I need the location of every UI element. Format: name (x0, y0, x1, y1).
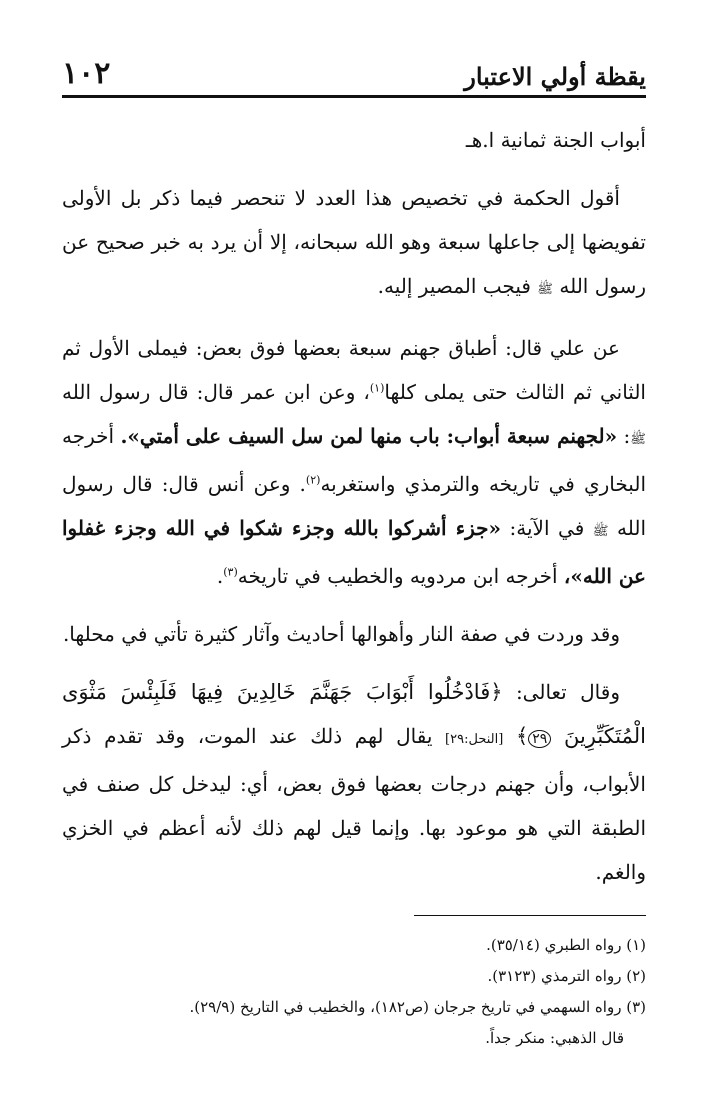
p2-text: أقول الحكمة في تخصيص هذا العدد لا تنحصر فيما ذكر بل الأولى تفويضها إلى جاعلها سبعة وهو الله سبحانه، إلا أن يرد به خبر صحيح عن رسول الله (62, 186, 646, 298)
footnote-3-continued: قال الذهبي: منكر جداً. (485, 1029, 624, 1047)
p4-text: وقد وردت في صفة النار وأهوالها أحاديث وآثار كثيرة تأتي في محلها. (62, 622, 620, 646)
salawat-glyph: ﷺ (592, 524, 609, 539)
footnote-ref-1: (١) (369, 381, 385, 395)
paragraph-4 (62, 612, 646, 656)
running-title: يقظة أولي الاعتبار (464, 62, 646, 91)
paragraph-2 (62, 176, 646, 312)
ayah-number: ٢٩ (528, 730, 551, 748)
surah-reference: [النحل:٢٩] (445, 732, 504, 747)
quran-verse: ﴿فَادْخُلُوا أَبْوَابَ جَهَنَّمَ خَالِدِينَ فِيهَا فَلَبِئْسَ مَثْوَى الْمُتَكَبِّرِينَ (62, 680, 647, 748)
p5-b: يقال لهم ذلك عند الموت، وقد تقدم ذكر الأبواب، وأن جهنم درجات بعضها فوق بعض، أي: ليدخل كل صنف في الطبقة التي هو موعود بها. وإنما قيل لهم ذلك لأنه أعظم في الخزي والغم. (62, 724, 646, 884)
hadith-1: «لجهنم سبعة أبواب: باب منها لمن سل السيف على أمتي». (120, 424, 618, 448)
page-header (62, 50, 646, 98)
p1-text: أبواب الجنة ثمانية ا.هـ (465, 128, 646, 152)
p3-a: عن علي قال: أطباق جهنم سبعة بعضها فوق بعض: فيملى الأول ثم الثاني ثم الثالث حتى يملى كلها (62, 336, 646, 404)
paragraph-5 (62, 670, 646, 894)
main-text (62, 118, 646, 908)
p3-end: . (216, 564, 224, 588)
footnote-ref-3: (٣) (223, 565, 238, 579)
quran-close-bracket: ﴾ (515, 724, 529, 748)
hadith-2: «جزء أشركوا بالله وجزء شكوا في الله وجزء غفلوا عن الله»، (62, 516, 646, 588)
footnote-2: (٢) رواه الترمذي (٣١٢٣). (487, 967, 646, 985)
p5-a: وقال تعالى: (515, 680, 620, 704)
p2-end: فيجب المصير إليه. (377, 274, 531, 298)
footnotes (62, 930, 646, 1054)
salawat-glyph: ﷺ (537, 282, 553, 297)
p3-b: ، وعن ابن عمر قال: قال رسول الله (62, 380, 370, 404)
p3-c: أخرجه البخاري في تاريخه والترمذي واستغربه (62, 424, 646, 496)
footnote-divider (414, 915, 646, 916)
footnote-3: (٣) رواه السهمي في تاريخ جرجان (ص١٨٢)، والخطيب في التاريخ (٢٩/٩). (189, 998, 646, 1016)
footnote-ref-2: (٢) (305, 473, 321, 487)
p3-d: . وعن أنس قال: قال رسول الله (62, 472, 647, 540)
p3-f: أخرجه ابن مردويه والخطيب في تاريخه (237, 564, 558, 588)
footnote-1: (١) رواه الطبري (٣٥/١٤). (486, 936, 646, 954)
paragraph-1 (62, 118, 646, 162)
salawat-glyph: ﷺ (630, 432, 647, 447)
page-number: ١٠٢ (62, 56, 111, 91)
p3-e: في الآية: (509, 516, 585, 540)
paragraph-3 (62, 326, 646, 598)
p3-colon: : (623, 424, 631, 448)
